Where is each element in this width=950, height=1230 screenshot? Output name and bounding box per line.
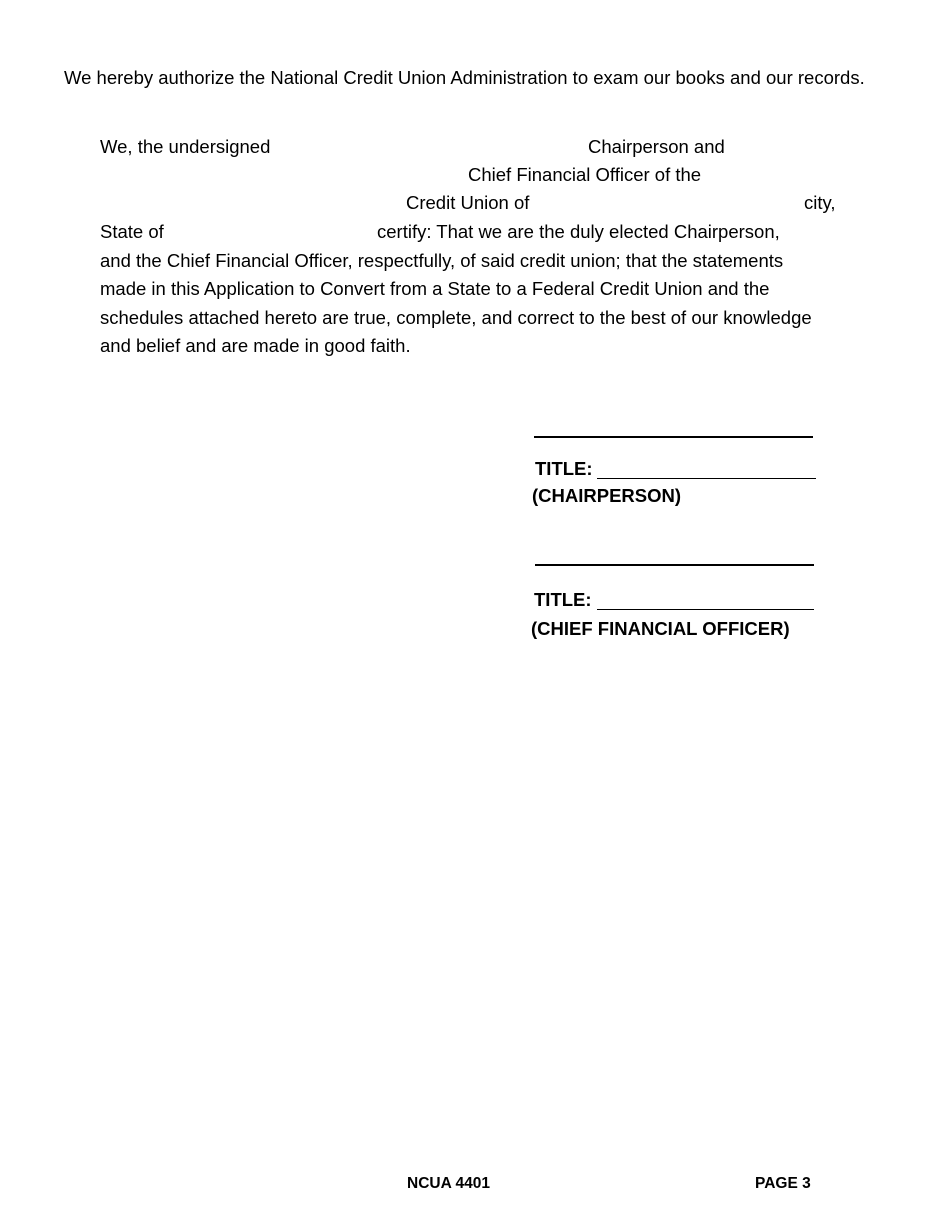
chairperson-signature-line[interactable]: [534, 436, 813, 438]
cert-line3-end: city,: [804, 192, 836, 213]
cfo-title-blank[interactable]: [597, 609, 814, 610]
chairperson-title-blank[interactable]: [597, 478, 816, 479]
cert-line2: Chief Financial Officer of the: [468, 164, 702, 185]
cert-line7: schedules attached hereto are true, complete, and correct to the best of our knowledge: [100, 307, 812, 328]
cert-line8: and belief and are made in good faith.: [100, 335, 411, 356]
cert-line1-start: We, the undersigned: [100, 136, 271, 157]
page-number: PAGE 3: [755, 1175, 811, 1192]
cert-line4-start: State of: [100, 221, 164, 242]
form-number: NCUA 4401: [407, 1175, 490, 1192]
cfo-title-label: TITLE:: [534, 589, 592, 610]
cert-line5: and the Chief Financial Officer, respectfully, of said credit union; that the statements: [100, 250, 784, 271]
cert-line4-end: certify: That we are the duly elected Chairperson,: [377, 221, 780, 242]
authorization-text: We hereby authorize the National Credit Union Administration to exam our books and our records.: [64, 67, 865, 88]
chairperson-role: (CHAIRPERSON): [532, 485, 682, 506]
cert-line3-mid: Credit Union of: [406, 192, 530, 213]
chairperson-title-label: TITLE:: [535, 458, 593, 479]
cert-line6: made in this Application to Convert from a State to a Federal Credit Union and the: [100, 278, 770, 299]
cfo-signature-line[interactable]: [535, 564, 814, 566]
cert-line1-end: Chairperson and: [588, 136, 725, 157]
cfo-role: (CHIEF FINANCIAL OFFICER): [531, 618, 790, 639]
